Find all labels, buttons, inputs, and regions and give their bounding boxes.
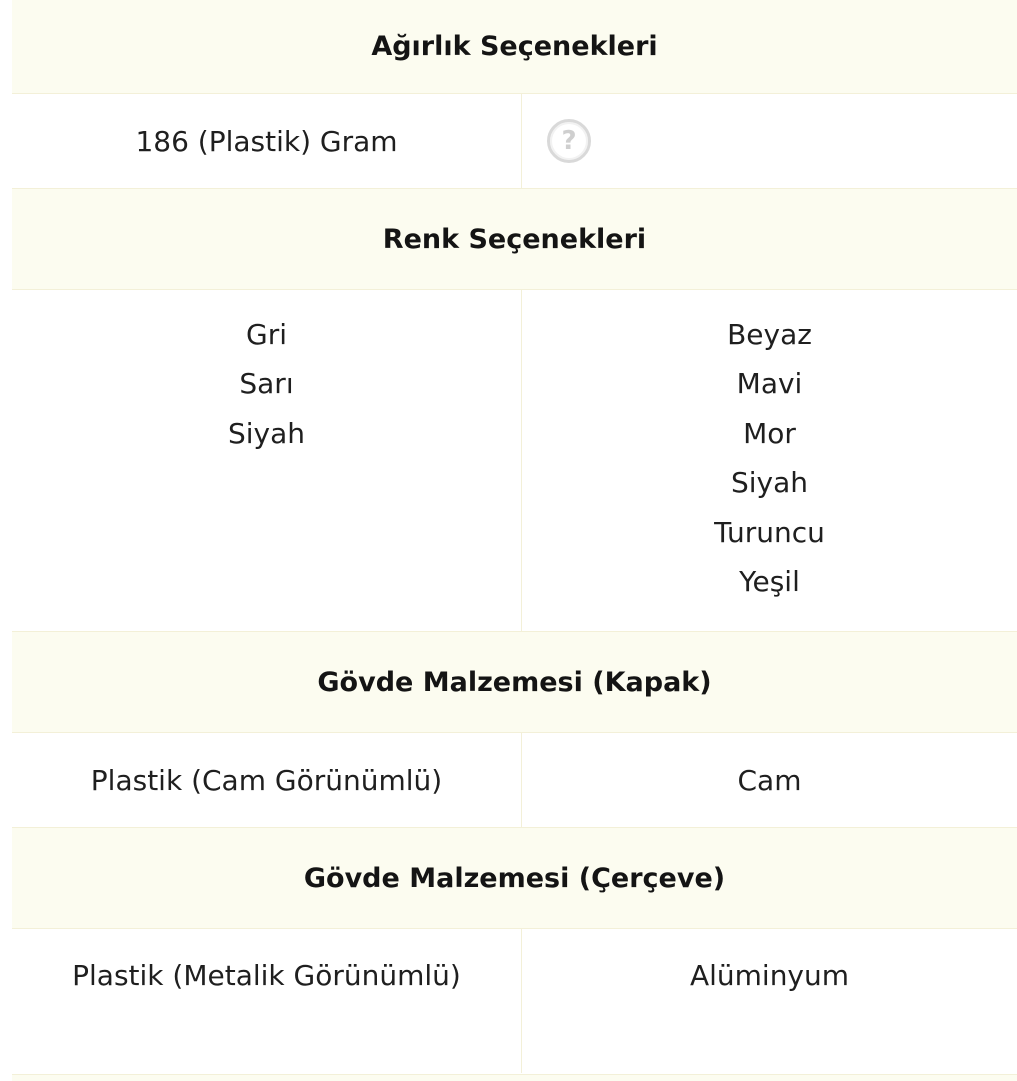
weight-value-cell <box>12 94 522 188</box>
question-circle-icon[interactable]: ? <box>547 119 591 163</box>
spec-table <box>12 0 1017 1073</box>
weight-help-cell <box>522 94 1017 188</box>
color-options-title: Renk Seçenekleri <box>382 223 647 255</box>
color-right-item: Mavi <box>736 367 803 401</box>
color-right-item: Yeşil <box>739 564 800 598</box>
color-right-cell <box>522 290 1017 631</box>
weight-options-header <box>12 0 1017 94</box>
cover-material-right: Cam <box>737 763 802 797</box>
frame-material-row <box>12 929 1017 1073</box>
cover-material-left-cell <box>12 733 522 827</box>
weight-options-row <box>12 94 1017 189</box>
cover-material-left: Plastik (Cam Görünümlü) <box>90 763 443 797</box>
color-right-item: Siyah <box>730 466 809 500</box>
cover-material-row <box>12 733 1017 828</box>
color-left-item: Sarı <box>239 367 294 401</box>
cover-material-title: Gövde Malzemesi (Kapak) <box>317 666 712 698</box>
color-right-item: Mor <box>743 416 796 450</box>
weight-options-title: Ağırlık Seçenekleri <box>371 31 658 62</box>
color-options-header <box>12 189 1017 290</box>
frame-material-left-cell <box>12 929 522 1073</box>
color-right-item: Turuncu <box>714 515 825 549</box>
cover-material-right-cell <box>522 733 1017 827</box>
weight-value: 186 (Plastik) Gram <box>135 124 398 158</box>
frame-material-right: Alüminyum <box>689 959 850 992</box>
color-options-row <box>12 290 1017 632</box>
color-left-cell <box>12 290 522 631</box>
color-left-item: Gri <box>246 318 287 351</box>
color-right-item: Beyaz <box>727 318 812 351</box>
frame-material-left: Plastik (Metalik Görünümlü) <box>72 959 461 992</box>
frame-material-right-cell <box>522 929 1017 1073</box>
cover-material-header <box>12 632 1017 733</box>
frame-material-header <box>12 828 1017 929</box>
color-left-item: Siyah <box>227 416 306 450</box>
frame-material-title: Gövde Malzemesi (Çerçeve) <box>303 862 726 894</box>
